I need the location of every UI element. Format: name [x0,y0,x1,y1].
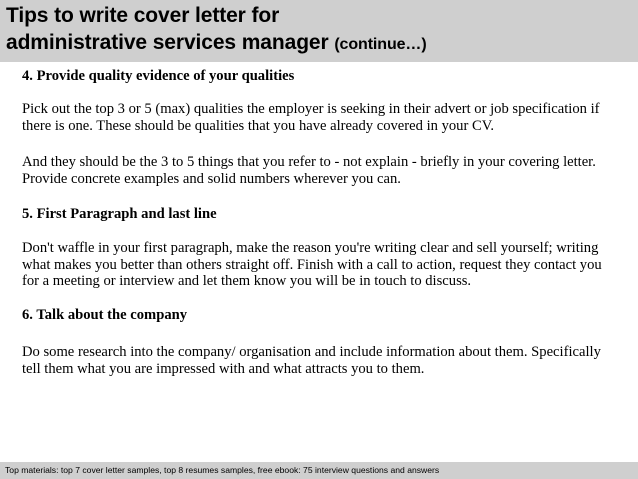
section-6-paragraph-1: Do some research into the company/ organisation and include information about them. Specifically tell them what you are impressed with and what attracts you to them. [22,344,601,377]
section-heading-5: 5. First Paragraph and last line [22,206,217,222]
footer-bar [0,462,638,479]
section-5-paragraph-1: Don't waffle in your first paragraph, make the reason you're writing clear and sell yourself; writing what makes you better than others straight off. Finish with a call to action, request they contact you for a meeting or interview and let them know you will be in touch to discuss. [22,240,602,290]
section-heading-4: 4. Provide quality evidence of your qualities [22,68,295,84]
title-line-1: Tips to write cover letter for [6,4,280,27]
slide-title [6,2,632,58]
footer-text: Top materials: top 7 cover letter samples, top 8 resumes samples, free ebook: 75 interview questions and answers [5,465,440,475]
title-line-2: administrative services manager [6,31,329,54]
section-heading-6: 6. Talk about the company [22,307,188,323]
section-4-paragraph-2: And they should be the 3 to 5 things that you refer to - not explain - briefly in your covering letter. Provide concrete examples and solid numbers wherever you can. [22,154,596,187]
title-bar [0,0,638,62]
title-suffix: (continue…) [334,36,427,53]
section-4-paragraph-1: Pick out the top 3 or 5 (max) qualities the employer is seeking in their advert or job specification if there is one. These should be qualities that you have already covered in your CV. [22,101,600,134]
